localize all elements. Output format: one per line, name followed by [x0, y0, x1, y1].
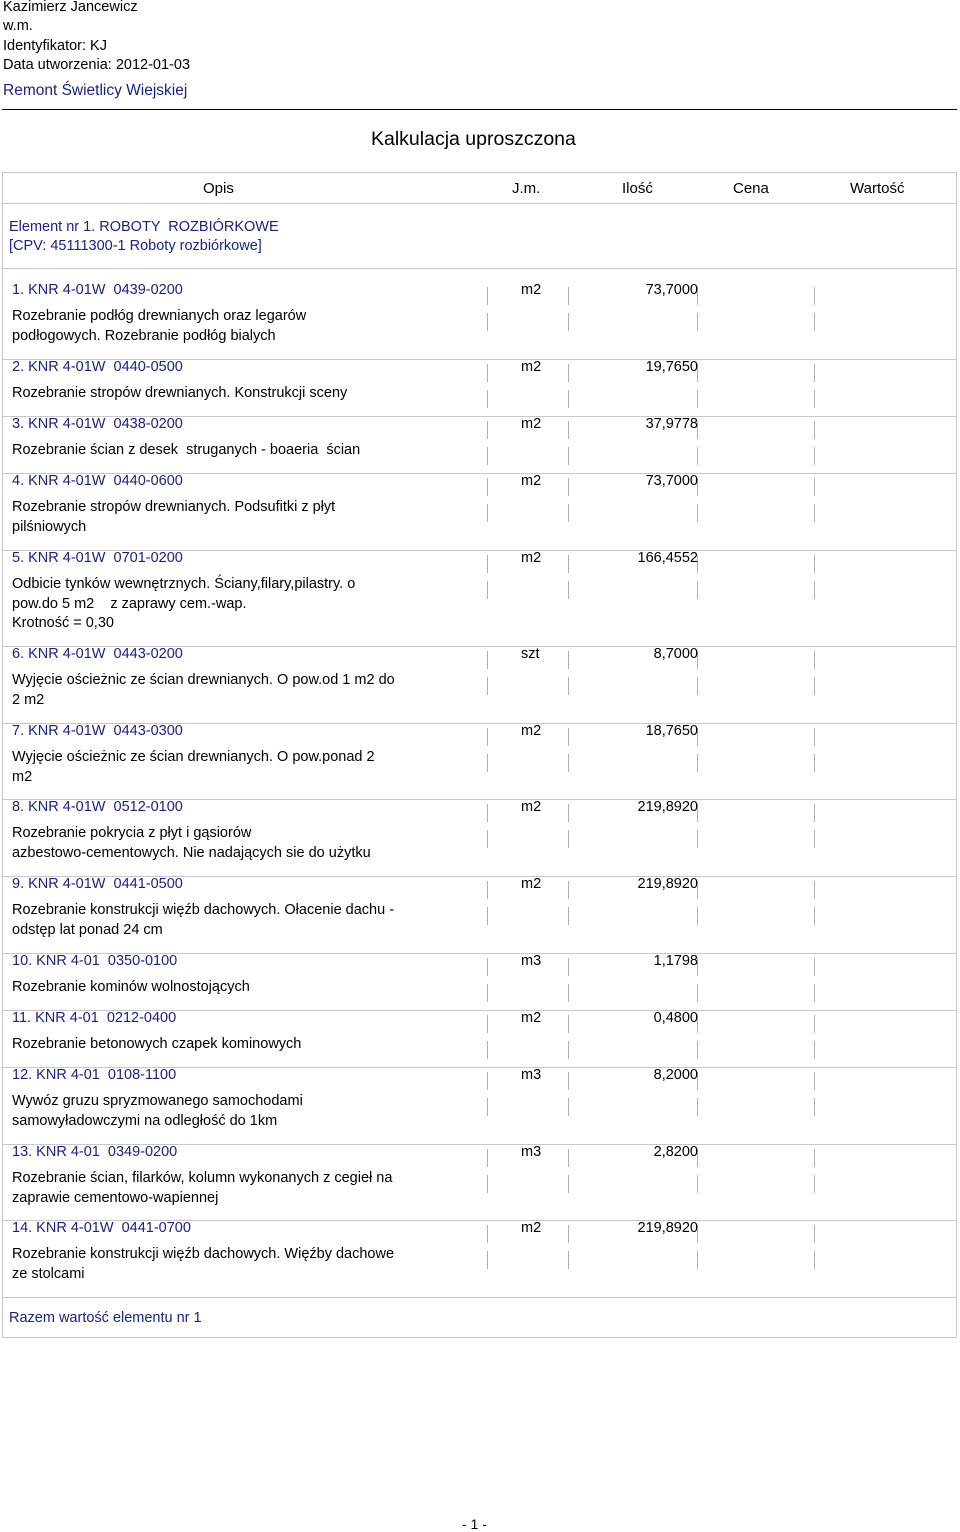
column-separator: [814, 907, 815, 925]
column-separator: [697, 581, 698, 599]
column-separator: [487, 958, 488, 976]
item-description: Krotność = 0,30: [12, 615, 114, 631]
item-code: 2. KNR 4-01W 0440-0500: [12, 359, 183, 375]
item-description: odstęp lat ponad 24 cm: [12, 921, 163, 938]
column-separator: [814, 1251, 815, 1269]
item-unit: m2: [521, 282, 542, 298]
column-separator: [568, 728, 569, 746]
item-quantity: 166,4552: [637, 550, 698, 566]
header-rule: [2, 109, 957, 110]
column-separator: [697, 390, 698, 408]
column-separator: [814, 313, 815, 331]
table-row: [3, 1009, 956, 1068]
column-separator: [487, 881, 488, 899]
column-separator: [568, 364, 569, 382]
column-separator: [814, 804, 815, 822]
column-separator: [814, 390, 815, 408]
column-separator: [814, 1225, 815, 1243]
item-description: Rozebranie kominów wolnostojących: [12, 979, 250, 995]
item-description: Rozebranie ścian z desek struganych - boaeria ścian: [12, 442, 361, 458]
item-code: 3. KNR 4-01W 0438-0200: [12, 416, 183, 432]
column-separator: [487, 1098, 488, 1116]
column-separator: [487, 804, 488, 822]
column-header-cena: Cena: [733, 180, 769, 197]
column-separator: [814, 364, 815, 382]
column-separator: [814, 984, 815, 1002]
column-separator: [814, 1041, 815, 1059]
item-unit: m3: [521, 1067, 542, 1083]
item-code: 14. KNR 4-01W 0441-0700: [12, 1220, 191, 1236]
item-quantity: 219,8920: [637, 876, 698, 892]
column-separator: [568, 651, 569, 669]
item-quantity: 219,8920: [637, 1220, 698, 1236]
column-separator: [814, 1015, 815, 1033]
item-description: Wywóz gruzu spryzmowanego samochodami: [12, 1093, 303, 1109]
column-separator: [487, 447, 488, 465]
column-separator: [487, 728, 488, 746]
column-separator: [568, 287, 569, 305]
table-row: [3, 281, 956, 360]
table-row: [3, 549, 956, 647]
author-role: w.m.: [3, 18, 33, 34]
item-description: pow.do 5 m2 z zaprawy cem.-wap.: [12, 595, 247, 612]
item-description: Rozebranie konstrukcji więźb dachowych. Ołacenie dachu -: [12, 902, 395, 918]
column-separator: [487, 651, 488, 669]
column-separator: [568, 581, 569, 599]
column-separator: [568, 504, 569, 522]
column-separator: [697, 447, 698, 465]
table-row: [3, 1066, 956, 1145]
item-unit: m2: [521, 799, 542, 815]
column-separator: [487, 1225, 488, 1243]
table-row: [3, 472, 956, 551]
item-description: 2 m2: [12, 691, 45, 708]
column-separator: [814, 1149, 815, 1167]
column-separator: [568, 1015, 569, 1033]
item-unit: m2: [521, 550, 542, 566]
column-separator: [697, 830, 698, 848]
column-separator: [487, 478, 488, 496]
item-description: podłogowych. Rozebranie podłóg bialych: [12, 327, 276, 344]
column-separator: [814, 504, 815, 522]
column-separator: [697, 1251, 698, 1269]
column-separator: [568, 1175, 569, 1193]
item-unit: m2: [521, 416, 542, 432]
table-row: [3, 952, 956, 1011]
creation-date: Data utworzenia: 2012-01-03: [3, 57, 191, 73]
item-description: Rozebranie stropów drewnianych. Podsufitki z płyt: [12, 499, 336, 515]
item-description: Rozebranie podłóg drewnianych oraz legarów: [12, 308, 307, 324]
column-separator: [568, 830, 569, 848]
element-cpv: [CPV: 45111300-1 Roboty rozbiórkowe]: [9, 238, 262, 254]
column-separator: [697, 1175, 698, 1193]
column-separator: [697, 677, 698, 695]
identifier: Identyfikator: KJ: [3, 38, 107, 54]
column-separator: [814, 478, 815, 496]
table-row: [3, 645, 956, 724]
item-code: 13. KNR 4-01 0349-0200: [12, 1144, 178, 1160]
column-separator: [487, 421, 488, 439]
item-quantity: 8,2000: [653, 1067, 698, 1083]
column-separator: [568, 754, 569, 772]
column-header-wartosc: Wartość: [850, 180, 905, 197]
item-description: zaprawie cementowo-wapiennej: [12, 1189, 219, 1206]
column-header-ilosc: Ilość: [622, 180, 653, 197]
column-separator: [568, 1225, 569, 1243]
table-row: [3, 358, 956, 417]
item-quantity: 8,7000: [653, 646, 698, 662]
item-unit: m3: [521, 1144, 542, 1160]
column-separator: [568, 1149, 569, 1167]
column-separator: [568, 1041, 569, 1059]
column-separator: [697, 1098, 698, 1116]
item-code: 11. KNR 4-01 0212-0400: [12, 1010, 177, 1026]
column-separator: [568, 1098, 569, 1116]
item-description: Rozebranie pokrycia z płyt i gąsiorów: [12, 825, 252, 841]
item-quantity: 19,7650: [645, 359, 698, 375]
column-separator: [814, 754, 815, 772]
column-separator: [814, 830, 815, 848]
column-separator: [814, 677, 815, 695]
column-separator: [487, 754, 488, 772]
column-separator: [487, 984, 488, 1002]
item-unit: szt: [521, 646, 540, 662]
column-separator: [487, 907, 488, 925]
table-row: [3, 1143, 956, 1221]
item-code: 4. KNR 4-01W 0440-0600: [12, 473, 183, 489]
item-description: Wyjęcie ościeżnic ze ścian drewnianych. O pow.od 1 m2 do: [12, 672, 395, 688]
column-separator: [487, 1149, 488, 1167]
author-name: Kazimierz Jancewicz: [3, 0, 138, 15]
item-quantity: 73,7000: [645, 282, 698, 298]
item-description: samowyładowczymi na odległość do 1km: [12, 1112, 278, 1129]
item-code: 8. KNR 4-01W 0512-0100: [12, 799, 183, 815]
item-unit: m2: [521, 876, 542, 892]
item-code: 1. KNR 4-01W 0439-0200: [12, 282, 183, 298]
column-separator: [487, 364, 488, 382]
column-separator: [568, 313, 569, 331]
column-separator: [814, 1175, 815, 1193]
column-separator: [814, 287, 815, 305]
item-quantity: 73,7000: [645, 473, 698, 489]
element-title: Element nr 1. ROBOTY ROZBIÓRKOWE: [9, 219, 279, 235]
item-unit: m2: [521, 359, 542, 375]
column-separator: [487, 555, 488, 573]
table-row: [3, 798, 956, 877]
column-header-jm: J.m.: [512, 180, 541, 197]
column-separator: [814, 881, 815, 899]
item-description: m2: [12, 768, 33, 785]
column-separator: [814, 1072, 815, 1090]
element-summary: Razem wartość elementu nr 1: [9, 1310, 202, 1326]
item-quantity: 1,1798: [653, 953, 698, 969]
item-code: 9. KNR 4-01W 0441-0500: [12, 876, 183, 892]
item-unit: m2: [521, 723, 542, 739]
page-number: - 1 -: [462, 1516, 487, 1532]
item-code: 5. KNR 4-01W 0701-0200: [12, 550, 183, 566]
project-name: Remont Świetlicy Wiejskiej: [3, 82, 188, 99]
table-row: [3, 1219, 956, 1298]
column-separator: [568, 907, 569, 925]
column-separator: [568, 958, 569, 976]
item-description: Odbicie tynków wewnętrznych. Ściany,filary,pilastry. o: [12, 576, 356, 592]
column-separator: [568, 677, 569, 695]
column-separator: [568, 804, 569, 822]
column-separator: [487, 1251, 488, 1269]
item-description: ze stolcami: [12, 1265, 85, 1282]
item-unit: m2: [521, 1220, 542, 1236]
column-separator: [814, 581, 815, 599]
column-header-opis: Opis: [203, 180, 234, 197]
column-separator: [487, 830, 488, 848]
table-row: [3, 722, 956, 800]
column-separator: [487, 390, 488, 408]
column-separator: [814, 1098, 815, 1116]
page-title: Kalkulacja uproszczona: [371, 128, 576, 150]
column-separator: [814, 447, 815, 465]
item-description: Rozebranie stropów drewnianych. Konstrukcji sceny: [12, 385, 348, 401]
column-separator: [487, 1041, 488, 1059]
column-header-rule: [3, 203, 956, 204]
item-unit: m3: [521, 953, 542, 969]
item-quantity: 0,4800: [653, 1010, 698, 1026]
item-code: 6. KNR 4-01W 0443-0200: [12, 646, 183, 662]
item-description: Rozebranie konstrukcji więźb dachowych. Więźby dachowe: [12, 1246, 395, 1262]
item-code: 12. KNR 4-01 0108-1100: [12, 1067, 177, 1083]
item-description: Rozebranie ścian, filarków, kolumn wykonanych z cegieł na: [12, 1170, 393, 1186]
item-quantity: 219,8920: [637, 799, 698, 815]
item-quantity: 37,9778: [645, 416, 698, 432]
column-separator: [814, 958, 815, 976]
column-separator: [697, 907, 698, 925]
column-separator: [814, 555, 815, 573]
column-separator: [568, 1251, 569, 1269]
column-separator: [568, 1072, 569, 1090]
column-separator: [487, 1072, 488, 1090]
item-code: 7. KNR 4-01W 0443-0300: [12, 723, 183, 739]
item-description: azbestowo-cementowych. Nie nadających sie do użytku: [12, 844, 371, 861]
item-quantity: 18,7650: [645, 723, 698, 739]
item-code: 10. KNR 4-01 0350-0100: [12, 953, 178, 969]
column-separator: [568, 881, 569, 899]
column-separator: [487, 1175, 488, 1193]
column-separator: [697, 984, 698, 1002]
column-separator: [697, 504, 698, 522]
table-row: [3, 875, 956, 954]
column-separator: [814, 728, 815, 746]
column-separator: [487, 1015, 488, 1033]
column-separator: [568, 390, 569, 408]
item-unit: m2: [521, 1010, 542, 1026]
column-separator: [487, 313, 488, 331]
column-separator: [568, 478, 569, 496]
column-separator: [487, 677, 488, 695]
column-separator: [568, 555, 569, 573]
column-separator: [487, 287, 488, 305]
item-unit: m2: [521, 473, 542, 489]
item-quantity: 2,8200: [653, 1144, 698, 1160]
column-separator: [568, 447, 569, 465]
item-description: pilśniowych: [12, 518, 87, 535]
element-rule: [3, 268, 956, 269]
column-separator: [697, 313, 698, 331]
column-separator: [697, 754, 698, 772]
column-separator: [697, 1041, 698, 1059]
column-separator: [487, 504, 488, 522]
item-description: Rozebranie betonowych czapek kominowych: [12, 1036, 302, 1052]
column-separator: [568, 984, 569, 1002]
item-description: Wyjęcie ościeżnic ze ścian drewnianych. O pow.ponad 2: [12, 749, 375, 765]
column-separator: [568, 421, 569, 439]
column-separator: [487, 581, 488, 599]
column-separator: [814, 421, 815, 439]
table-row: [3, 415, 956, 474]
column-separator: [814, 651, 815, 669]
